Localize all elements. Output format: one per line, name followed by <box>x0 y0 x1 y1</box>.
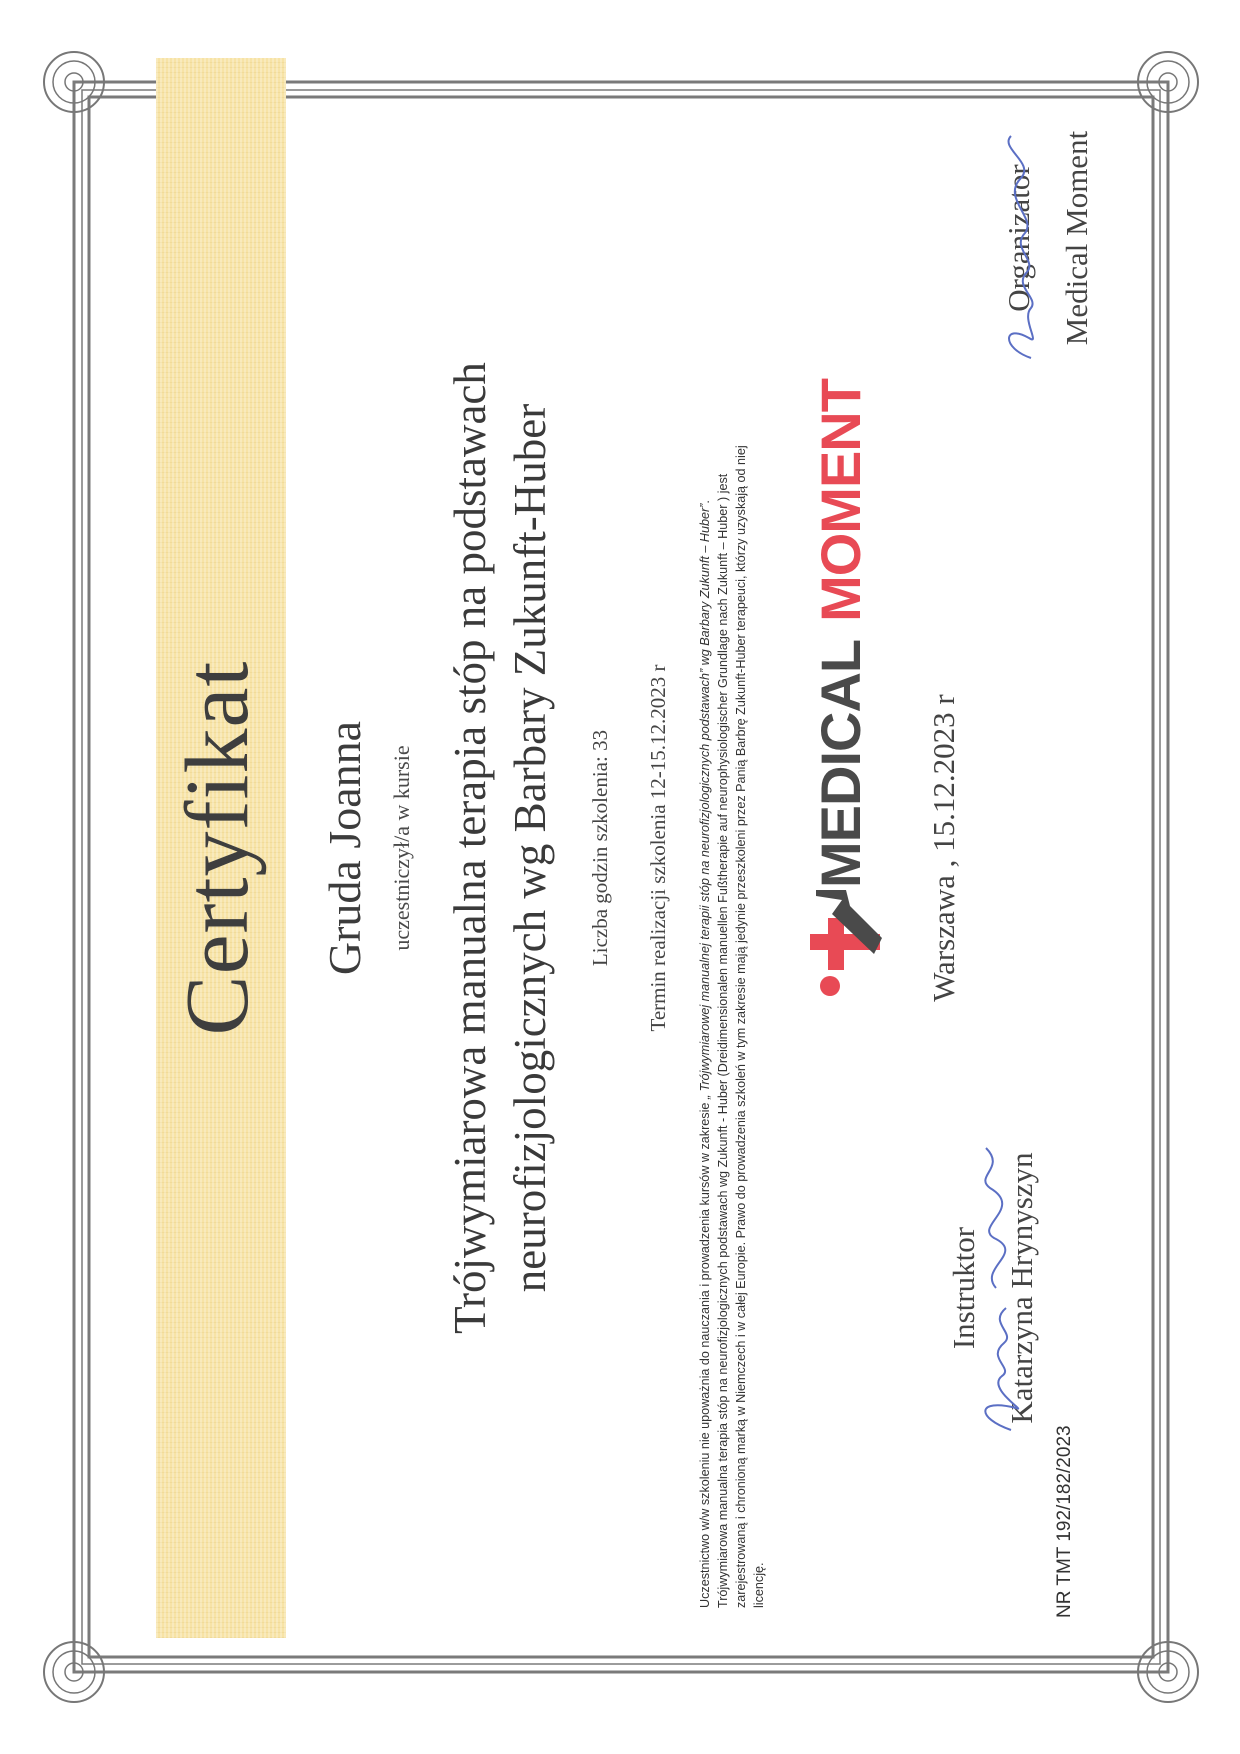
instructor-role: Instruktor <box>946 1226 981 1350</box>
legal-line-4: licencję. <box>752 1562 766 1608</box>
training-term: Termin realizacji szkolenia 12-15.12.2023 r <box>646 664 670 1032</box>
certificate-title: Certyfikat <box>168 660 267 1036</box>
training-hours: Liczba godzin szkolenia: 33 <box>588 729 612 967</box>
participant-name: Gruda Joanna <box>319 720 370 976</box>
certificate-number: NR TMT 192/182/2023 <box>1054 1425 1075 1618</box>
participation-text: uczestniczył/a w kursie <box>389 745 414 951</box>
legal-course-name: „ Trójwymiarowej manualnej terapii stóp na neurofizjologicznych podstawach” wg Barbary Zukunft – Huber” <box>698 503 712 1100</box>
legal-line-1: Uczestnictwo w/w szkoleniu nie upoważnia do nauczania i prowadzenia kursów w zakresie „ Trójwymiarowej manualnej terapii stóp na neurofizjologicznych podstawach” wg Barbary Zukunft – Huber”. <box>698 500 712 1608</box>
instructor-signature <box>966 1138 1036 1438</box>
medical-moment-logo <box>796 379 886 998</box>
legal-line-3: zarejestrowaną i chronioną marką w Niemczech i w całej Europie. Prawo do prowadzenia szkoleń w tym zakresie mają jedynie przeszkoleni przez Panią Barbrę Zukunft-Huber terapeuci, którzy uzyskają od niej <box>734 445 748 1608</box>
logo-word-medical: MEDICAL <box>809 639 872 888</box>
logo-word-moment: MOMENT <box>809 379 872 622</box>
instructor-name: Katarzyna Hrynyszyn <box>1004 1152 1039 1424</box>
place-and-date: Warszawa , 15.12.2023 r <box>926 694 961 1002</box>
organizer-role: Organizator <box>1001 164 1036 312</box>
logo-cross-icon <box>796 888 886 998</box>
legal-line-2: Trójwymiarowa manualna terapia stóp na neurofizjologicznych podstawach wg Zukunft - Huber (Dreidimensionalen manuellen Fußtherapie auf neurophysiologischer Grundlage nach Zukunft – Huber ) jest <box>716 473 730 1608</box>
certificate-body <box>96 58 1096 1638</box>
course-title-line-2: neurofizjologicznych wg Barbary Zukunft-Huber <box>505 403 555 1293</box>
organizer-name: Medical Moment <box>1059 130 1094 346</box>
logo-wordmark <box>808 379 873 888</box>
organizer-signature <box>991 128 1051 368</box>
legal-notice <box>696 48 768 1608</box>
course-title-line-1: Trójwymiarowa manualna terapia stóp na podstawach <box>445 362 495 1334</box>
